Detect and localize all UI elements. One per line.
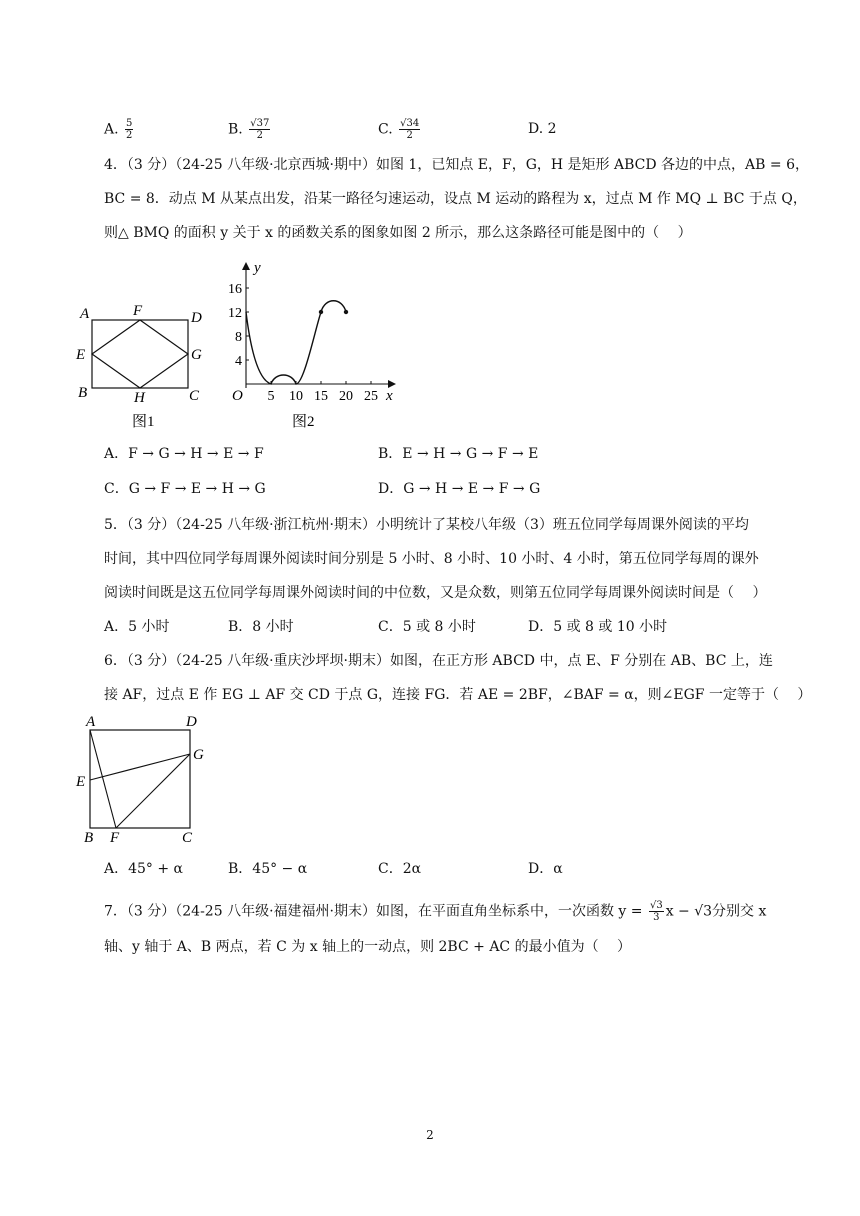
label-G: G (191, 347, 202, 363)
q4-figure1 (70, 296, 220, 432)
q4-figure2-chart (220, 256, 400, 436)
label-A: A (80, 306, 90, 322)
function-curve (246, 301, 346, 384)
q5-option-c: C．5 或 8 小时 (378, 619, 476, 635)
fraction: $\frac{5}{2}$ (126, 118, 133, 141)
q3-option-c: C. $\frac{√34}{2}$ (378, 118, 420, 141)
x-axis-arrow (388, 380, 396, 388)
y-tick-label: 16 (228, 282, 242, 297)
y-tick-label: 12 (228, 306, 242, 321)
y-tick-label: 8 (235, 330, 242, 345)
q6-option-c: C．2α (378, 861, 422, 877)
q5-text-line1: 5．（3 分）（24-25 八年级·浙江杭州·期末）小明统计了某校八年级（3）班五位同学每周课外阅读的平均 (104, 517, 749, 533)
q4-text-line1: 4．（3 分）（24-25 八年级·北京西城·期中）如图 1，已知点 E，F，G，H 是矩形 ABCD 各边的中点，AB = 6， (104, 157, 809, 173)
q6-option-a: A．45° + α (104, 861, 184, 877)
segment-fg (116, 754, 190, 828)
square-abcd (90, 730, 190, 828)
label-D: D (191, 310, 202, 326)
label-A: A (86, 714, 96, 730)
fraction: $\frac{√37}{2}$ (250, 118, 270, 141)
q6-figure (72, 712, 222, 848)
label-G: G (193, 747, 204, 763)
q5-option-b: B．8 小时 (228, 619, 294, 635)
q4-option-a: A．F → G → H → E → F (104, 446, 264, 462)
q5-option-a: A．5 小时 (104, 619, 170, 635)
label-C: C (189, 388, 200, 404)
q5-text-line2: 时间，其中四位同学每周课外阅读时间分别是 5 小时、8 小时、10 小时、4 小时，第五位同学每周的课外 (104, 551, 759, 567)
label-E: E (76, 347, 86, 363)
x-tick-label: 10 (289, 389, 303, 404)
q6-option-b: B．45° − α (228, 861, 308, 877)
label-C: C (182, 830, 193, 846)
fraction: $\frac{√3}{3}$ (649, 900, 663, 923)
q4-text-line3: 则△ BMQ 的面积 y 关于 x 的函数关系的图象如图 2 所示，那么这条路径可能是图中的（ ） (104, 225, 692, 241)
marked-points (319, 310, 348, 314)
q6-text-line1: 6．（3 分）（24-25 八年级·重庆沙坪坝·期末）如图，在正方形 ABCD 中，点 E、F 分别在 AB、BC 上，连 (104, 653, 773, 669)
q5-option-d: D．5 或 8 或 10 小时 (528, 619, 668, 635)
figure1-caption: 图1 (132, 414, 155, 430)
label-B: B (78, 385, 88, 401)
figure2-caption: 图2 (292, 414, 315, 430)
marked-point (344, 310, 348, 314)
q3-option-b: B. $\frac{√37}{2}$ (228, 118, 270, 141)
q5-text-line3: 阅读时间既是这五位同学每周课外阅读时间的中位数，又是众数，则第五位同学每周课外阅读时间是（ ） (104, 585, 767, 601)
q3-option-d: D. 2 (528, 121, 557, 137)
label-B: B (84, 830, 94, 846)
q7-text-line1: 7．（3 分）（24-25 八年级·福建福州·期末）如图，在平面直角坐标系中，一次函数 y = $\frac{√3}{3}$ x − √3分别交 x (104, 900, 767, 923)
q4-option-c: C．G → F → E → H → G (104, 481, 266, 497)
label-F: F (110, 830, 120, 846)
label-F: F (133, 303, 143, 319)
x-tick-label: 25 (364, 389, 378, 404)
q4-option-d: D．G → H → E → F → G (378, 481, 541, 497)
q6-option-d: D．α (528, 861, 563, 877)
label-E: E (76, 774, 86, 790)
rectangle-abcd (92, 320, 188, 388)
fraction: $\frac{√34}{2}$ (400, 118, 420, 141)
origin-label: O (232, 388, 243, 404)
label-H: H (134, 390, 145, 406)
q6-text-line2: 接 AF，过点 E 作 EG ⊥ AF 交 CD 于点 G，连接 FG．若 AE = 2BF，∠BAF = α，则∠EGF 一定等于（ ） (104, 687, 812, 703)
y-axis-label: y (254, 260, 261, 276)
q4-text-line2: BC = 8．动点 M 从某点出发，沿某一路径匀速运动，设点 M 运动的路程为 x，过点 M 作 MQ ⊥ BC 于点 Q， (104, 191, 807, 207)
y-tick-label: 4 (235, 354, 242, 369)
rhombus-efgh (92, 320, 188, 388)
q3-option-a: A. $\frac{5}{2}$ (104, 118, 133, 141)
y-axis-arrow (242, 262, 250, 270)
x-tick-label: 5 (267, 389, 275, 404)
label-D: D (186, 714, 197, 730)
page-number: 2 (426, 1128, 434, 1142)
segment-eg (90, 754, 190, 780)
q7-text-line2: 轴、y 轴于 A、B 两点，若 C 为 x 轴上的一动点，则 2BC + AC 的最小值为（ ） (104, 939, 632, 955)
q4-option-b: B．E → H → G → F → E (378, 446, 539, 462)
x-tick-label: 20 (339, 389, 353, 404)
x-axis-label: x (386, 388, 393, 404)
x-tick-label: 15 (314, 389, 328, 404)
marked-point (319, 310, 323, 314)
